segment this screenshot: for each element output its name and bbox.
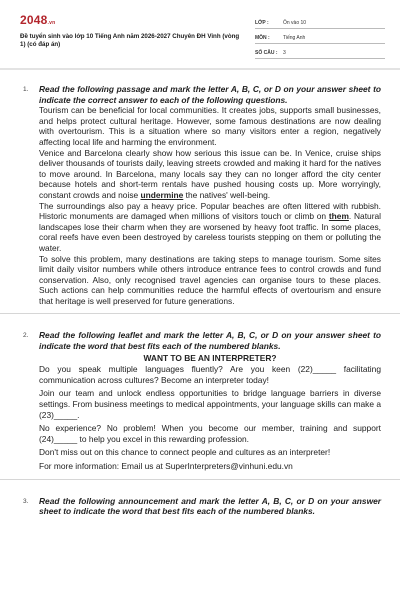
meta-key: MÔN : [255,35,270,41]
leaflet-paragraph: Don't miss out on this chance to connect people and cultures as an interpreter! [39,447,331,458]
question-instruction: Read the following passage and mark the letter A, B, C, or D on your answer sheet to indicate the correct answer to each of the following questions. [39,84,381,105]
meta-value: 3 [283,50,286,56]
meta-row-class [255,16,385,29]
meta-value: Ôn vào 10 [283,20,307,26]
meta-table [255,16,385,61]
page-header [0,0,400,64]
paragraph-text: To solve this problem, many destinations are taking steps to manage tourism. Some sites limit daily visitor numbers while others introduce entrance fees to control crowds and fund conservation. Also, only recognised travel agencies can organise tours to these places. Such actions can help communities reduce the harmful effects of overtourism and ensure that heritage is well preserved for future generations. [39,253,381,306]
site-logo[interactable] [20,13,55,27]
question-instruction: Read the following announcement and mark the letter A, B, C, or D on your answer sheet to indicate the word that best fits each of the numbered blanks. [39,495,381,517]
leaflet-paragraph: For more information: Email us at SuperInterpreters@vinhuni.edu.vn [39,461,293,471]
passage-paragraph [39,201,381,254]
question-2 [23,330,381,471]
document-title: Đề tuyển sinh vào lớp 10 Tiếng Anh năm 2026-2027 Chuyên ĐH Vinh (vòng 1) (có đáp án) [20,33,240,48]
leaflet-paragraph: Do you speak multiple languages fluently? Are you keen (22)_____ facilitating communication across cultures? Become an interpreter today! [39,364,381,385]
question-number: 2. [23,332,29,340]
meta-row-subject [255,31,385,44]
leaflet-heading: WANT TO BE AN INTERPRETER? [143,352,277,363]
question-instruction: Read the following leaflet and mark the letter A, B, C, or D on your answer sheet to indicate the word that best fits each of the numbered blanks. [39,330,381,352]
question-number: 1. [23,86,29,93]
paragraph-text: Tourism can be beneficial for local communities. It creates jobs, supports small businesses, and helps protect cultural heritage. However, some famous destinations are now dealing with overtourism. This is a situation where so many visitors enter a region, negatively affecting local life and harming the environment. [39,105,381,147]
leaflet-paragraph: Join our team and unlock endless opportunities to bridge language barriers in diverse settings. From business meetings to medical appointments, your language skills can make a (23)_____. [39,388,381,420]
paragraph-text: the natives' well-being. [183,189,271,200]
marked-word: them [328,211,349,222]
paragraph-text: Venice and Barcelona clearly show how serious this issue can be. In Venice, cruise ships deliver thousands of tourists daily, leaving streets crowded and making it hard for the natives to move around. In Barcelona, many locals say they can no longer afford the city center because hotels and short-term rentals have pushed housing costs up. More worryingly, constant crowds and noise [39,147,382,200]
meta-key: LỚP : [255,20,269,26]
passage-paragraph [39,105,381,147]
question-1 [23,84,381,306]
meta-value: Tiếng Anh [283,35,306,41]
question-number: 3. [23,497,29,505]
meta-row-count [255,46,385,59]
paragraph-text: The surroundings also pay a heavy price. Popular beaches are often littered with rubbish. Historic monuments are damaged when millions of visitors touch or climb on [39,200,381,222]
question-list [23,84,381,517]
question-divider [0,313,400,314]
question-3 [23,496,381,517]
paragraph-text: . Natural landscapes lose their charm when they are worsened by heavy foot traffic. In some places, coral reefs have even been destroyed by careless tourists stepping on them or polluting the water. [39,211,381,253]
passage-paragraph [39,148,381,201]
meta-key: SỐ CÂU : [255,50,278,56]
logo-main: 2048 [20,13,48,27]
question-divider [0,479,400,480]
marked-word: undermine [140,189,184,200]
header-divider [0,68,400,70]
leaflet-paragraph: No experience? No problem! When you become our member, training and support (24)_____ to help you excel in this rewarding profession. [39,423,381,444]
logo-suffix: .vn [47,20,56,26]
passage-paragraph [39,254,381,307]
